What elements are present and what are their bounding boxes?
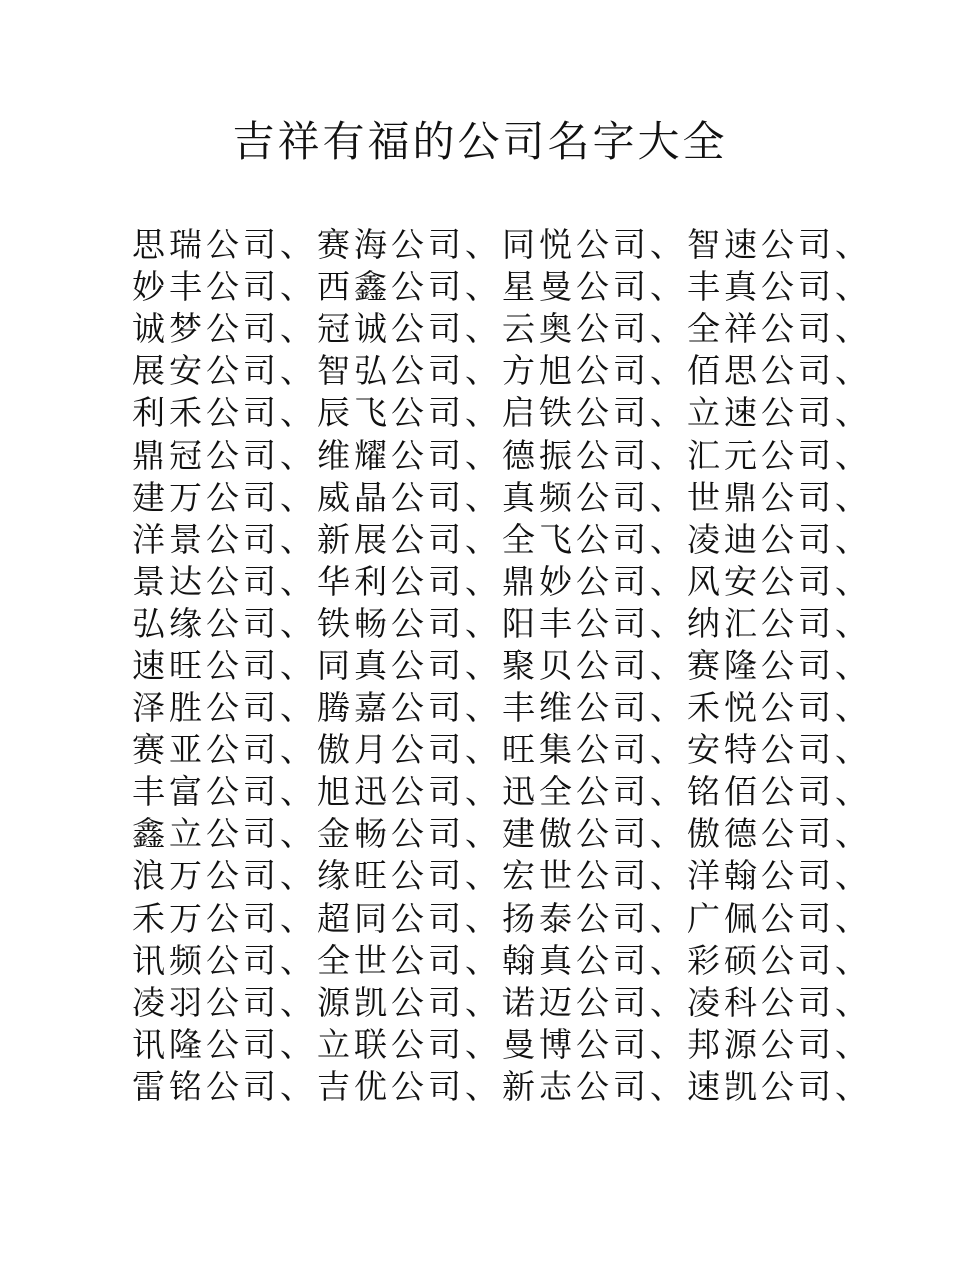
company-name: 赛海公司、 bbox=[317, 225, 502, 265]
company-name: 建傲公司、 bbox=[502, 814, 687, 854]
company-name: 展安公司、 bbox=[132, 351, 317, 391]
company-name: 浪万公司、 bbox=[132, 856, 317, 896]
name-row bbox=[132, 982, 872, 1024]
company-name: 凌羽公司、 bbox=[132, 982, 317, 1022]
company-name: 鑫立公司、 bbox=[132, 814, 317, 854]
company-name: 真频公司、 bbox=[502, 477, 687, 517]
company-name: 全飞公司、 bbox=[502, 519, 687, 559]
company-name: 冠诚公司、 bbox=[317, 309, 502, 349]
company-name: 维耀公司、 bbox=[317, 435, 502, 475]
name-row bbox=[132, 603, 872, 645]
company-name: 速旺公司、 bbox=[132, 645, 317, 685]
name-row bbox=[132, 1024, 872, 1066]
name-row bbox=[132, 855, 872, 897]
company-name: 丰维公司、 bbox=[502, 688, 687, 728]
company-name: 邦源公司、 bbox=[687, 1024, 872, 1064]
company-name: 华利公司、 bbox=[317, 561, 502, 601]
company-name: 腾嘉公司、 bbox=[317, 688, 502, 728]
company-name: 阳丰公司、 bbox=[502, 603, 687, 643]
name-row bbox=[132, 519, 872, 561]
company-name: 安特公司、 bbox=[687, 730, 872, 770]
company-name: 弘缘公司、 bbox=[132, 603, 317, 643]
name-row bbox=[132, 940, 872, 982]
name-row bbox=[132, 561, 872, 603]
company-name: 傲月公司、 bbox=[317, 730, 502, 770]
company-name: 雷铭公司、 bbox=[132, 1066, 317, 1106]
company-name: 同悦公司、 bbox=[502, 225, 687, 265]
company-name: 泽胜公司、 bbox=[132, 688, 317, 728]
company-name: 傲德公司、 bbox=[687, 814, 872, 854]
name-row bbox=[132, 645, 872, 687]
company-name: 立速公司、 bbox=[687, 393, 872, 433]
company-name: 景达公司、 bbox=[132, 561, 317, 601]
company-name: 缘旺公司、 bbox=[317, 856, 502, 896]
company-name: 旺集公司、 bbox=[502, 730, 687, 770]
company-name: 超同公司、 bbox=[317, 898, 502, 938]
name-row bbox=[132, 813, 872, 855]
company-name: 吉优公司、 bbox=[317, 1066, 502, 1106]
name-row bbox=[132, 350, 872, 392]
company-name: 全世公司、 bbox=[317, 940, 502, 980]
company-name: 诺迈公司、 bbox=[502, 982, 687, 1022]
company-name: 利禾公司、 bbox=[132, 393, 317, 433]
name-row bbox=[132, 392, 872, 434]
name-row bbox=[132, 771, 872, 813]
company-name: 聚贝公司、 bbox=[502, 645, 687, 685]
company-name: 佰思公司、 bbox=[687, 351, 872, 391]
company-name: 讯隆公司、 bbox=[132, 1024, 317, 1064]
company-name: 旭迅公司、 bbox=[317, 772, 502, 812]
company-name: 妙丰公司、 bbox=[132, 267, 317, 307]
company-name: 铁畅公司、 bbox=[317, 603, 502, 643]
company-name: 西鑫公司、 bbox=[317, 267, 502, 307]
company-name: 新志公司、 bbox=[502, 1066, 687, 1106]
company-name: 铭佰公司、 bbox=[687, 772, 872, 812]
company-name: 诚梦公司、 bbox=[132, 309, 317, 349]
company-name: 云奥公司、 bbox=[502, 309, 687, 349]
company-name: 方旭公司、 bbox=[502, 351, 687, 391]
name-row bbox=[132, 898, 872, 940]
company-name: 启铁公司、 bbox=[502, 393, 687, 433]
company-name: 威晶公司、 bbox=[317, 477, 502, 517]
company-name: 宏世公司、 bbox=[502, 856, 687, 896]
company-name: 凌科公司、 bbox=[687, 982, 872, 1022]
company-name: 新展公司、 bbox=[317, 519, 502, 559]
company-name: 同真公司、 bbox=[317, 645, 502, 685]
company-name: 赛亚公司、 bbox=[132, 730, 317, 770]
company-name: 全祥公司、 bbox=[687, 309, 872, 349]
name-row bbox=[132, 729, 872, 771]
company-name: 世鼎公司、 bbox=[687, 477, 872, 517]
company-name: 丰真公司、 bbox=[687, 267, 872, 307]
company-name: 建万公司、 bbox=[132, 477, 317, 517]
company-name: 星曼公司、 bbox=[502, 267, 687, 307]
name-row bbox=[132, 308, 872, 350]
company-name: 纳汇公司、 bbox=[687, 603, 872, 643]
company-name: 洋翰公司、 bbox=[687, 856, 872, 896]
name-row bbox=[132, 1066, 872, 1108]
company-name: 智弘公司、 bbox=[317, 351, 502, 391]
company-name: 鼎冠公司、 bbox=[132, 435, 317, 475]
company-name: 讯频公司、 bbox=[132, 940, 317, 980]
company-name: 汇元公司、 bbox=[687, 435, 872, 475]
company-name: 鼎妙公司、 bbox=[502, 561, 687, 601]
company-name: 智速公司、 bbox=[687, 225, 872, 265]
company-name: 迅全公司、 bbox=[502, 772, 687, 812]
name-row bbox=[132, 477, 872, 519]
page-title: 吉祥有福的公司名字大全 bbox=[232, 117, 728, 166]
company-name: 思瑞公司、 bbox=[132, 225, 317, 265]
company-name: 德振公司、 bbox=[502, 435, 687, 475]
company-name: 广佩公司、 bbox=[687, 898, 872, 938]
name-row bbox=[132, 687, 872, 729]
name-row bbox=[132, 434, 872, 476]
company-name: 风安公司、 bbox=[687, 561, 872, 601]
company-name: 扬泰公司、 bbox=[502, 898, 687, 938]
company-name: 禾万公司、 bbox=[132, 898, 317, 938]
company-name: 曼博公司、 bbox=[502, 1024, 687, 1064]
name-row bbox=[132, 224, 872, 266]
company-name: 彩硕公司、 bbox=[687, 940, 872, 980]
company-name: 翰真公司、 bbox=[502, 940, 687, 980]
company-name: 凌迪公司、 bbox=[687, 519, 872, 559]
company-name: 源凯公司、 bbox=[317, 982, 502, 1022]
company-name: 洋景公司、 bbox=[132, 519, 317, 559]
name-row bbox=[132, 266, 872, 308]
company-name: 速凯公司、 bbox=[687, 1066, 872, 1106]
company-name: 辰飞公司、 bbox=[317, 393, 502, 433]
company-name: 赛隆公司、 bbox=[687, 645, 872, 685]
company-name: 禾悦公司、 bbox=[687, 688, 872, 728]
company-name: 立联公司、 bbox=[317, 1024, 502, 1064]
company-name-list bbox=[132, 224, 872, 1108]
company-name: 丰富公司、 bbox=[132, 772, 317, 812]
company-name: 金畅公司、 bbox=[317, 814, 502, 854]
